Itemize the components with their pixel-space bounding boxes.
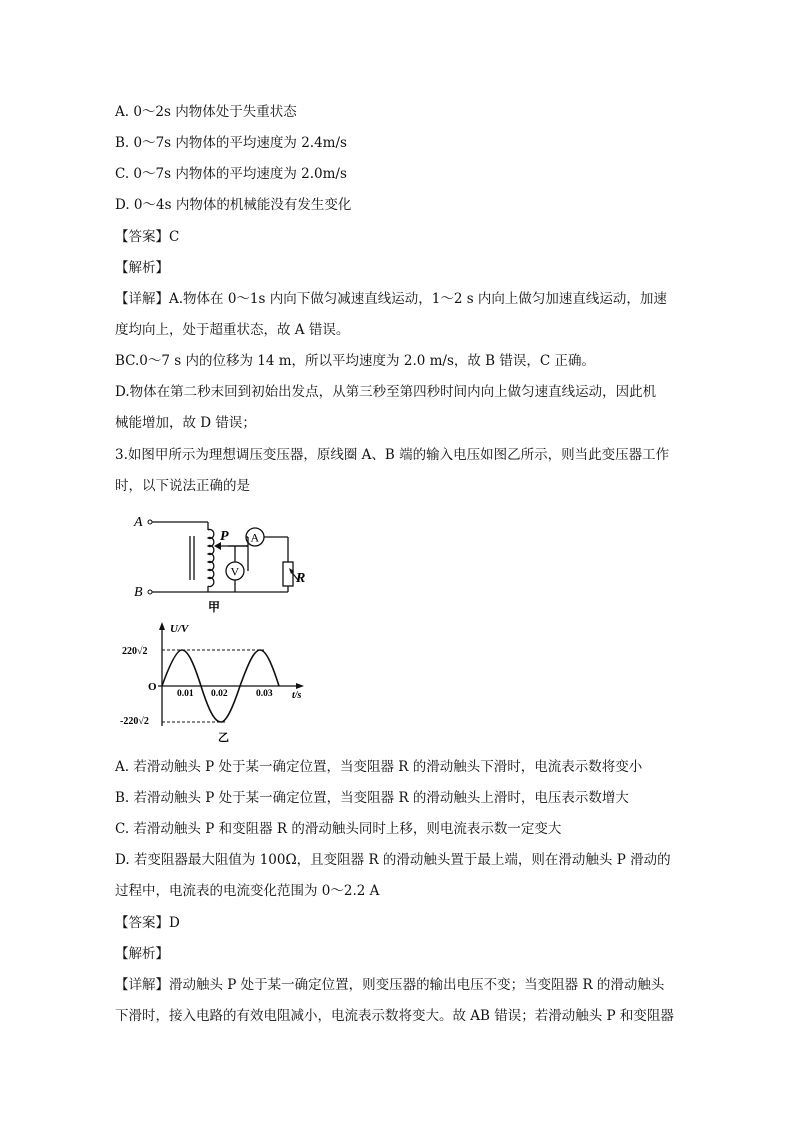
q2-detail-line-2: 度均向上，处于超重状态，故 A 错误。 xyxy=(115,322,350,338)
q3-option-a: A. 若滑动触头 P 处于某一确定位置，当变阻器 R 的滑动触头下滑时，电流表示数将变小 xyxy=(115,759,643,775)
transformer-coil xyxy=(208,530,214,587)
q3-detail-line-1: 【详解】滑动触头 P 处于某一确定位置，则变压器的输出电压不变；当变阻器 R 的滑动触头 xyxy=(115,977,665,993)
q2-answer: 【答案】C xyxy=(115,229,180,245)
q3-option-c: C. 若滑动触头 P 和变阻器 R 的滑动触头同时上移，则电流表示数一定变大 xyxy=(115,821,562,837)
q2-option-c: C. 0～7s 内物体的平均速度为 2.0m/s xyxy=(115,166,347,182)
terminal-b-node xyxy=(148,590,152,594)
q3-analysis-heading: 【解析】 xyxy=(115,946,169,962)
graph-caption: 乙 xyxy=(218,732,229,744)
y-min-label: -220√2 xyxy=(120,716,149,727)
q2-analysis-heading: 【解析】 xyxy=(115,260,169,276)
svg-text:V: V xyxy=(230,564,240,579)
terminal-b-label: B xyxy=(134,585,143,600)
slider-p-label: P xyxy=(220,529,229,544)
origin-label: O xyxy=(148,681,157,693)
q2-option-a: A. 0～2s 内物体处于失重状态 xyxy=(115,104,297,120)
q2-option-b: B. 0～7s 内物体的平均速度为 2.4m/s xyxy=(115,135,347,151)
x-axis-label: t/s xyxy=(292,690,302,701)
resistor-label: R xyxy=(296,571,306,586)
ammeter xyxy=(246,528,264,546)
y-max-label: 220√2 xyxy=(122,646,148,657)
y-axis-label: U/V xyxy=(170,623,189,635)
q2-detail-line-3: BC.0～7 s 内的位移为 14 m，所以平均速度为 2.0 m/s，故 B 错误，C 正确。 xyxy=(115,353,596,369)
x-tick-1: 0.01 xyxy=(177,689,194,699)
voltage-graph-figure xyxy=(120,620,320,744)
q2-detail-line-1: 【详解】A.物体在 0～1s 内向下做匀减速直线运动，1～2 s 内向上做匀加速直线运动，加速 xyxy=(115,291,667,307)
q3-option-d-line-2: 过程中，电流表的电流变化范围为 0～2.2 A xyxy=(115,883,380,899)
q3-stem-line-2: 时，以下说法正确的是 xyxy=(115,478,250,494)
svg-text:A: A xyxy=(250,530,260,545)
q3-detail-line-2: 下滑时，接入电路的有效电阻减小，电流表示数将变大。故 AB 错误；若滑动触头 P 和变阻器 xyxy=(115,1008,674,1024)
q2-option-d: D. 0～4s 内物体的机械能没有发生变化 xyxy=(115,197,352,213)
q3-option-b: B. 若滑动触头 P 处于某一确定位置，当变阻器 R 的滑动触头上滑时，电压表示数增大 xyxy=(115,790,629,806)
terminal-a-node xyxy=(148,520,152,524)
q3-option-d-line-1: D. 若变阻器最大阻值为 100Ω，且变阻器 R 的滑动触头置于最上端，则在滑动触头 P 滑动的 xyxy=(115,852,671,868)
q2-detail-line-4: D.物体在第二秒末回到初始出发点，从第三秒至第四秒时间内向上做匀速直线运动，因此机 xyxy=(115,384,657,400)
q2-detail-line-5: 械能增加，故 D 错误； xyxy=(115,415,256,431)
x-tick-2: 0.02 xyxy=(211,689,228,699)
q3-stem-line-1: 3.如图甲所示为理想调压变压器，原线圈 A、B 端的输入电压如图乙所示，则当此变压器工作 xyxy=(115,447,670,463)
q3-answer: 【答案】D xyxy=(115,915,180,931)
voltmeter xyxy=(226,562,244,580)
x-tick-3: 0.03 xyxy=(256,689,273,699)
transformer-circuit-figure xyxy=(128,510,308,614)
circuit-caption: 甲 xyxy=(208,600,221,614)
terminal-a-label: A xyxy=(134,515,143,530)
